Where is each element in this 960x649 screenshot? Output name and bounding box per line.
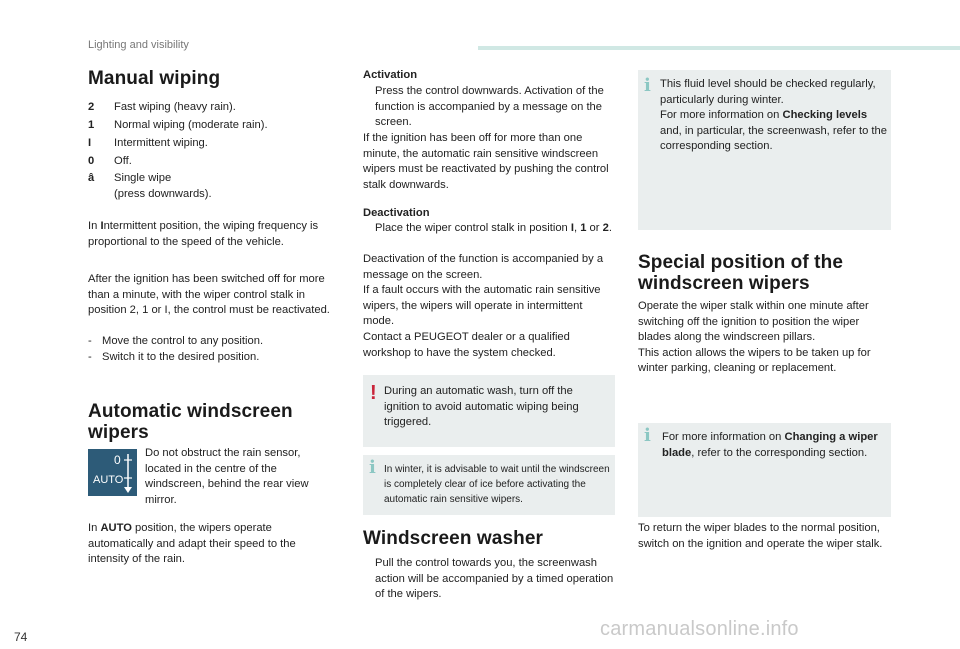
automatic-wipers-title: Automatic windscreen wipers	[88, 401, 293, 443]
winter-info-note: i In winter, it is advisable to wait until the windscreen is completely clear of ice before activating the automatic rain sensitive wipers.	[363, 455, 615, 515]
auto-wiper-stalk-image: 0 AUTO	[88, 449, 137, 496]
wiper-positions-list	[88, 100, 338, 203]
watermark: carmanualsonline.info	[600, 618, 799, 640]
bullet-icon	[363, 84, 375, 131]
fluid-level-note: i This fluid level should be checked regularly, particularly during winter. For more information on Checking levels and, in particular, the screenwash, refer to the corresponding section.	[638, 70, 891, 230]
warning-icon: !	[370, 382, 377, 404]
single-wipe-sub: (press downwards).	[114, 187, 212, 200]
deactivation-bullet: Place the wiper control stalk in position I, 1 or 2.	[363, 221, 615, 237]
page-number: 74	[14, 630, 28, 644]
manual-wiping-title: Manual wiping	[88, 68, 221, 89]
position-0: 0 Off.	[88, 154, 132, 167]
special-position-paragraphs: Operate the wiper stalk within one minute after switching off the ignition to position the wiper blades along the windscreen pillars. This action allows the wipers to be taken up for winter parking, cleaning or replacement.	[638, 300, 871, 375]
wiper-blade-note: i For more information on Changing a wiper blade, refer to the corresponding section.	[638, 423, 891, 517]
deactivation-paragraph: Deactivation of the function is accompanied by a message on the screen. If a fault occurs with the automatic rain sensitive wipers, the wipers will operate in intermittent mode. Contact a PEUGEOT dealer or a qualified workshop to have the system checked.	[363, 253, 604, 359]
rain-sensor-paragraph: Do not obstruct the rain sensor, located in the centre of the windscreen, behind the rear view mirror.	[145, 447, 309, 506]
reactivation-steps	[88, 334, 338, 365]
deactivation-title: Deactivation	[363, 207, 430, 219]
step-1: - Move the control to any position.	[88, 335, 264, 347]
step-2: - Switch it to the desired position.	[88, 350, 260, 363]
position-1: 1 Normal wiping (moderate rain).	[88, 118, 268, 131]
windscreen-washer-title: Windscreen washer	[363, 528, 543, 549]
info-icon: i	[369, 457, 376, 478]
washer-bullet: Pull the control towards you, the screenwash action will be accompanied by a timed operation of the wipers.	[363, 556, 615, 603]
position-i: I Intermittent wiping.	[88, 137, 208, 150]
position-2: 2 Fast wiping (heavy rain).	[88, 101, 236, 113]
warning-note: ! During an automatic wash, turn off the ignition to avoid automatic wiping being triggered.	[363, 375, 615, 447]
intermittent-paragraph: In Intermittent position, the wiping frequency is proportional to the speed of the vehicle.	[88, 220, 319, 248]
auto-position-paragraph: In AUTO position, the wipers operate automatically and adapt their speed to the intensity of the rain.	[88, 522, 296, 566]
info-icon: i	[644, 425, 651, 446]
bullet-icon	[363, 221, 375, 237]
after-ignition-paragraph: After the ignition has been switched off for more than a minute, with the wiper control stalk in position 2, 1 or I, the control must be reactivated.	[88, 273, 330, 317]
position-single-wipe: â Single wipe	[88, 172, 172, 185]
activation-paragraph: If the ignition has been off for more than one minute, the automatic rain sensitive windscreen wipers must be reactivated by pushing the control stalk downwards.	[363, 132, 609, 191]
stalk-arrow-icon	[123, 452, 133, 494]
activation-title: Activation	[363, 69, 418, 81]
return-blades-paragraph: To return the wiper blades to the normal position, switch on the ignition and operate the wiper stalk.	[638, 522, 883, 550]
section-label: Lighting and visibility	[88, 39, 189, 51]
header-bar	[478, 46, 960, 50]
activation-bullet: Press the control downwards. Activation of the function is accompanied by a message on the screen.	[363, 84, 615, 131]
info-icon: i	[644, 75, 651, 96]
special-position-title: Special position of the windscreen wipers	[638, 252, 843, 294]
bullet-icon	[363, 556, 375, 603]
